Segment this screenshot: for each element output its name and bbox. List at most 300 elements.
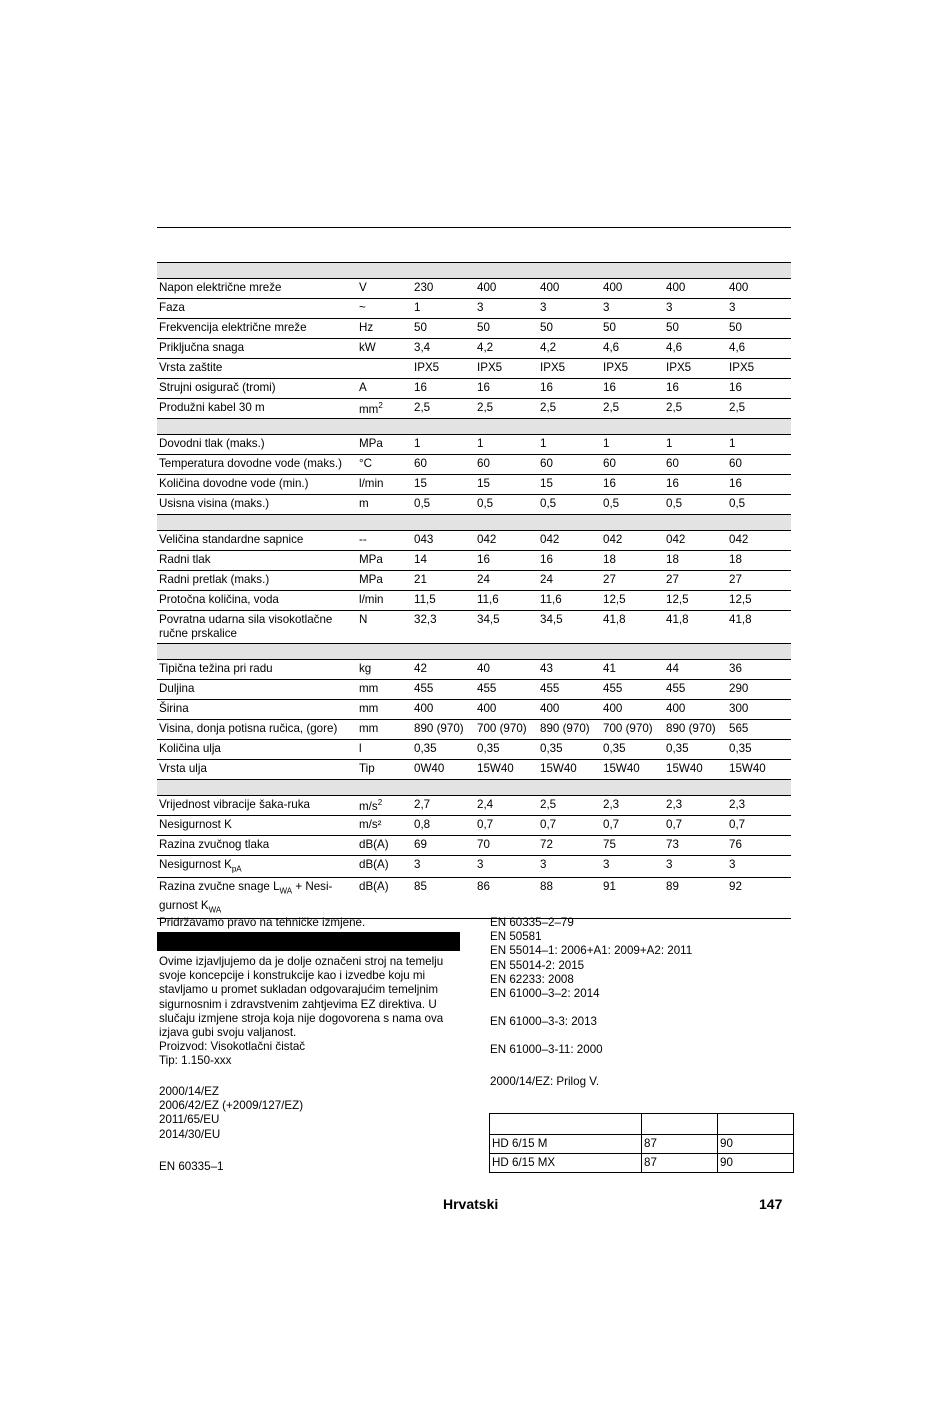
value-cell: 0,5 bbox=[412, 495, 475, 515]
label-text: Usisna visina (maks.) bbox=[159, 497, 270, 510]
value-cell: 50 bbox=[727, 319, 791, 339]
value-cell: 76 bbox=[727, 836, 791, 856]
table-row bbox=[157, 591, 791, 611]
table-row bbox=[157, 611, 791, 644]
value-cell: 0,7 bbox=[727, 816, 791, 836]
value-cell: 11,6 bbox=[538, 591, 601, 611]
value-cell: 400 bbox=[727, 279, 791, 299]
unit-text: kW bbox=[359, 341, 376, 354]
value-cell: 12,5 bbox=[664, 591, 727, 611]
value-cell: 400 bbox=[412, 700, 475, 720]
value-cell: 0,5 bbox=[475, 495, 538, 515]
table-row bbox=[157, 279, 791, 299]
standard-item: EN 55014-2: 2015 bbox=[490, 958, 585, 972]
value-cell: 455 bbox=[601, 680, 664, 700]
value-cell: 0,5 bbox=[538, 495, 601, 515]
model-cell: HD 6/15 MX bbox=[490, 1154, 642, 1173]
table-row bbox=[157, 531, 791, 551]
table-row bbox=[157, 435, 791, 455]
value-cell: 400 bbox=[538, 700, 601, 720]
row-label bbox=[157, 379, 357, 399]
row-label bbox=[157, 359, 357, 379]
value-cell: 16 bbox=[412, 379, 475, 399]
value-cell: 11,5 bbox=[412, 591, 475, 611]
value-cell: 2,5 bbox=[475, 399, 538, 419]
label-text: Frekvencija električne mreže bbox=[159, 321, 307, 334]
directives-list bbox=[159, 1085, 303, 1142]
value-cell: 2,5 bbox=[412, 399, 475, 419]
directive-item: 2006/42/EZ (+2009/127/EZ) bbox=[159, 1099, 304, 1113]
row-label bbox=[157, 836, 357, 856]
label-text: Veličina standardne sapnice bbox=[159, 533, 304, 546]
label-text: Količina dovodne vode (min.) bbox=[159, 477, 309, 490]
value-cell: 043 bbox=[412, 531, 475, 551]
value-cell: 12,5 bbox=[601, 591, 664, 611]
value-cell: 0,5 bbox=[664, 495, 727, 515]
value-cell: 11,6 bbox=[475, 591, 538, 611]
value-cell: 15 bbox=[475, 475, 538, 495]
unit-text: A bbox=[359, 381, 367, 394]
value-cell: 27 bbox=[727, 571, 791, 591]
value-cell: 60 bbox=[601, 455, 664, 475]
value-cell: 44 bbox=[664, 660, 727, 680]
table-row bbox=[157, 571, 791, 591]
section-header-cell bbox=[157, 780, 791, 796]
value-cell: 1 bbox=[412, 435, 475, 455]
value-cell: 2,5 bbox=[538, 399, 601, 419]
value-cell: 24 bbox=[538, 571, 601, 591]
unit-text: kg bbox=[359, 662, 372, 675]
label-text: Protočna količina, voda bbox=[159, 593, 279, 606]
table-row bbox=[157, 836, 791, 856]
value-cell: 16 bbox=[538, 551, 601, 571]
value-cell: 2,4 bbox=[475, 796, 538, 816]
value-cell: 042 bbox=[601, 531, 664, 551]
declaration-text-block bbox=[159, 955, 459, 1069]
value-cell: 2,7 bbox=[412, 796, 475, 816]
label-text: Duljina bbox=[159, 682, 195, 695]
value-cell: 60 bbox=[727, 455, 791, 475]
value-cell: 2,5 bbox=[727, 399, 791, 419]
unit-cell bbox=[357, 495, 412, 515]
unit-cell bbox=[357, 760, 412, 780]
row-label bbox=[157, 455, 357, 475]
value-cell: 3 bbox=[727, 856, 791, 878]
label-text: Vrsta zaštite bbox=[159, 361, 223, 374]
value-cell: 2,3 bbox=[601, 796, 664, 816]
unit-text: mm bbox=[359, 682, 379, 695]
row-label bbox=[157, 279, 357, 299]
value-cell: 15W40 bbox=[664, 760, 727, 780]
value-cell: IPX5 bbox=[727, 359, 791, 379]
row-label bbox=[157, 816, 357, 836]
value-cell: 16 bbox=[601, 475, 664, 495]
value-cell: 700 (970) bbox=[601, 720, 664, 740]
unit-cell bbox=[357, 816, 412, 836]
value-cell: 0,35 bbox=[538, 740, 601, 760]
section-header-row bbox=[157, 515, 791, 531]
unit-cell bbox=[357, 319, 412, 339]
value-cell: 60 bbox=[664, 455, 727, 475]
value-cell: 0,5 bbox=[727, 495, 791, 515]
value-cell: 455 bbox=[538, 680, 601, 700]
value-cell: 1 bbox=[601, 435, 664, 455]
value-cell: 3 bbox=[412, 856, 475, 878]
row-label bbox=[157, 571, 357, 591]
value-cell: 41,8 bbox=[664, 611, 727, 644]
header-cell bbox=[718, 1114, 794, 1135]
value-cell: 400 bbox=[475, 700, 538, 720]
value-cell: 3 bbox=[475, 299, 538, 319]
value-cell: 18 bbox=[664, 551, 727, 571]
technical-changes-note: Pridržavamo pravo na tehničke izmjene. bbox=[159, 916, 366, 929]
label-text: Količina ulja bbox=[159, 742, 221, 755]
row-label bbox=[157, 591, 357, 611]
row-label bbox=[157, 399, 357, 419]
unit-cell bbox=[357, 591, 412, 611]
value-cell: 400 bbox=[601, 279, 664, 299]
standard-item: EN 50581 bbox=[490, 930, 542, 944]
value-cell: 85 bbox=[412, 878, 475, 919]
table-row bbox=[157, 455, 791, 475]
row-label bbox=[157, 700, 357, 720]
unit-cell bbox=[357, 379, 412, 399]
value-cell: 32,3 bbox=[412, 611, 475, 644]
value-cell: 0,35 bbox=[664, 740, 727, 760]
unit-text: MPa bbox=[359, 573, 383, 586]
header-cell bbox=[490, 1114, 642, 1135]
row-label bbox=[157, 720, 357, 740]
page-number: 147 bbox=[759, 1196, 783, 1212]
value-cell: 042 bbox=[538, 531, 601, 551]
value-cell: 16 bbox=[727, 379, 791, 399]
row-label bbox=[157, 299, 357, 319]
value-cell: 60 bbox=[412, 455, 475, 475]
top-rule bbox=[157, 227, 791, 228]
label-text: Visina, donja potisna ručica, (gore) bbox=[159, 722, 338, 735]
standard-item: EN 61000–3–2: 2014 bbox=[490, 987, 600, 1001]
unit-text: Tip bbox=[359, 762, 375, 775]
section-header-cell bbox=[157, 515, 791, 531]
unit-text: MPa bbox=[359, 437, 383, 450]
value-cell: 0,5 bbox=[601, 495, 664, 515]
row-label bbox=[157, 495, 357, 515]
table-row bbox=[157, 299, 791, 319]
value-cell: 4,6 bbox=[601, 339, 664, 359]
row-label bbox=[157, 796, 357, 816]
value-cell: 60 bbox=[538, 455, 601, 475]
value-cell: 15W40 bbox=[601, 760, 664, 780]
table-row bbox=[157, 359, 791, 379]
table-header-row bbox=[490, 1114, 794, 1135]
value-cell: 0,7 bbox=[664, 816, 727, 836]
unit-cell bbox=[357, 878, 412, 919]
value-cell: 1 bbox=[664, 435, 727, 455]
type-line: Tip: 1.150-xxx bbox=[159, 1054, 232, 1068]
unit-text: l bbox=[359, 742, 362, 755]
value-cell: 72 bbox=[538, 836, 601, 856]
label-text: Temperatura dovodne vode (maks.) bbox=[159, 457, 343, 470]
value-cell: 3 bbox=[601, 299, 664, 319]
label-text: Širina bbox=[159, 702, 189, 715]
value-cell: IPX5 bbox=[475, 359, 538, 379]
value-cell: 27 bbox=[601, 571, 664, 591]
value-cell: 40 bbox=[475, 660, 538, 680]
unit-text: l/min bbox=[359, 477, 384, 490]
unit-cell bbox=[357, 660, 412, 680]
table-row bbox=[157, 551, 791, 571]
value-cell: 50 bbox=[412, 319, 475, 339]
label-text: Strujni osigurač (tromi) bbox=[159, 381, 276, 394]
standards-list bbox=[490, 916, 692, 1072]
unit-text: l/min bbox=[359, 593, 384, 606]
value-cell: 0,35 bbox=[475, 740, 538, 760]
section-header-cell bbox=[157, 263, 791, 279]
label-text: Priključna snaga bbox=[159, 341, 245, 354]
sound-power-table bbox=[489, 1113, 794, 1173]
table-row bbox=[157, 680, 791, 700]
value-cell: 400 bbox=[475, 279, 538, 299]
value-cell: 60 bbox=[475, 455, 538, 475]
row-label bbox=[157, 680, 357, 700]
table-row bbox=[157, 816, 791, 836]
table-row bbox=[157, 495, 791, 515]
table-row bbox=[157, 700, 791, 720]
label-text: Faza bbox=[159, 301, 185, 314]
table-row bbox=[490, 1135, 794, 1154]
value-cell: 0,8 bbox=[412, 816, 475, 836]
unit-cell bbox=[357, 720, 412, 740]
value-cell: 300 bbox=[727, 700, 791, 720]
section-header-row bbox=[157, 644, 791, 660]
unit-text: dB(A) bbox=[359, 880, 389, 894]
label-text: Vrsta ulja bbox=[159, 762, 207, 775]
value-cell: 400 bbox=[664, 279, 727, 299]
unit-text: MPa bbox=[359, 553, 383, 566]
value-cell: 400 bbox=[664, 700, 727, 720]
unit-cell bbox=[357, 700, 412, 720]
value-cell: 34,5 bbox=[538, 611, 601, 644]
label-text: Radni tlak bbox=[159, 553, 211, 566]
value-cell: 0,35 bbox=[727, 740, 791, 760]
row-label bbox=[157, 856, 357, 878]
unit-text: mm bbox=[359, 402, 379, 416]
unit-text: Hz bbox=[359, 321, 374, 334]
value-cell: IPX5 bbox=[601, 359, 664, 379]
left-standard: EN 60335–1 bbox=[159, 1160, 224, 1173]
unit-cell bbox=[357, 399, 412, 419]
value-cell: IPX5 bbox=[538, 359, 601, 379]
unit-text: ~ bbox=[359, 301, 366, 314]
value-cell: 16 bbox=[727, 475, 791, 495]
value-cell: 89 bbox=[664, 878, 727, 919]
unit-cell bbox=[357, 279, 412, 299]
value-cell: 86 bbox=[475, 878, 538, 919]
value-cell: 75 bbox=[601, 836, 664, 856]
label-subscript: WA bbox=[208, 904, 222, 914]
row-label bbox=[157, 435, 357, 455]
value-cell: 18 bbox=[727, 551, 791, 571]
unit-cell bbox=[357, 531, 412, 551]
row-label bbox=[157, 660, 357, 680]
table-row bbox=[490, 1154, 794, 1173]
value-cell: 4,2 bbox=[475, 339, 538, 359]
value-cell: 1 bbox=[412, 299, 475, 319]
unit-cell bbox=[357, 551, 412, 571]
label-text: Dovodni tlak (maks.) bbox=[159, 437, 265, 450]
label-subscript: WA bbox=[279, 886, 293, 896]
value-cell: 41,8 bbox=[727, 611, 791, 644]
table-row bbox=[157, 796, 791, 816]
value-cell: 0,7 bbox=[475, 816, 538, 836]
unit-text: m/s bbox=[359, 799, 378, 813]
unit-cell bbox=[357, 571, 412, 591]
value-cell: 565 bbox=[727, 720, 791, 740]
row-label bbox=[157, 611, 357, 644]
value-cell: 15W40 bbox=[727, 760, 791, 780]
value-cell: 24 bbox=[475, 571, 538, 591]
value-cell: 455 bbox=[664, 680, 727, 700]
value-cell: 92 bbox=[727, 878, 791, 919]
value-cell: 27 bbox=[664, 571, 727, 591]
table-row bbox=[157, 379, 791, 399]
row-label bbox=[157, 339, 357, 359]
value-cell: 15 bbox=[412, 475, 475, 495]
label-text: Nesigurnost K bbox=[159, 858, 232, 871]
table-row bbox=[157, 319, 791, 339]
value-cell: 15 bbox=[538, 475, 601, 495]
unit-cell bbox=[357, 836, 412, 856]
label-text: Razina zvučnog tlaka bbox=[159, 838, 270, 851]
directive-item: 2011/65/EU bbox=[159, 1113, 220, 1127]
value-cell: 16 bbox=[475, 551, 538, 571]
section-header-cell bbox=[157, 419, 791, 435]
declaration-heading-bar bbox=[157, 932, 460, 951]
value-cell: 2,3 bbox=[727, 796, 791, 816]
value-cell: 42 bbox=[412, 660, 475, 680]
directive-item: 2000/14/EZ bbox=[159, 1085, 219, 1098]
unit-text: dB(A) bbox=[359, 838, 389, 851]
value-cell: 43 bbox=[538, 660, 601, 680]
value-cell: 3 bbox=[475, 856, 538, 878]
value-cell: 0,7 bbox=[601, 816, 664, 836]
value-cell: 50 bbox=[538, 319, 601, 339]
value-cell: 41 bbox=[601, 660, 664, 680]
value-cell: 0W40 bbox=[412, 760, 475, 780]
value-cell: 4,6 bbox=[664, 339, 727, 359]
value-cell: 69 bbox=[412, 836, 475, 856]
value-cell: 70 bbox=[475, 836, 538, 856]
label-subscript: pA bbox=[231, 864, 242, 874]
unit-text: m/s² bbox=[359, 818, 382, 831]
value-cell: 400 bbox=[538, 279, 601, 299]
value-cell: 16 bbox=[601, 379, 664, 399]
row-label bbox=[157, 319, 357, 339]
unit-text: mm bbox=[359, 722, 379, 735]
table-row bbox=[157, 339, 791, 359]
value-cell: 290 bbox=[727, 680, 791, 700]
value-cell: 90 bbox=[718, 1135, 794, 1154]
value-cell: 0,35 bbox=[601, 740, 664, 760]
value-cell: 18 bbox=[601, 551, 664, 571]
value-cell: 1 bbox=[475, 435, 538, 455]
label-text-tail: + Nesi-gurnost K bbox=[159, 880, 333, 912]
value-cell: 88 bbox=[538, 878, 601, 919]
directive-item: 2014/30/EU bbox=[159, 1127, 221, 1141]
value-cell: 16 bbox=[664, 379, 727, 399]
footer-language: Hrvatski bbox=[443, 1196, 499, 1212]
value-cell: 3 bbox=[664, 299, 727, 319]
row-label bbox=[157, 760, 357, 780]
unit-superscript: 2 bbox=[377, 798, 383, 807]
value-cell: 41,8 bbox=[601, 611, 664, 644]
product-line: Proizvod: Visokotlačni čistač bbox=[159, 1040, 306, 1054]
table-row bbox=[157, 660, 791, 680]
value-cell: 455 bbox=[475, 680, 538, 700]
value-cell: 4,2 bbox=[538, 339, 601, 359]
value-cell: 16 bbox=[664, 475, 727, 495]
unit-text: °C bbox=[359, 457, 373, 470]
unit-cell bbox=[357, 680, 412, 700]
value-cell: 890 (970) bbox=[664, 720, 727, 740]
unit-cell bbox=[357, 299, 412, 319]
label-text: Povratna udarna sila visokotlačne ručne prskalice bbox=[159, 613, 333, 640]
unit-text: V bbox=[359, 281, 367, 294]
label-text: Nesigurnost K bbox=[159, 818, 232, 831]
standard-item: EN 62233: 2008 bbox=[490, 972, 574, 986]
value-cell: 14 bbox=[412, 551, 475, 571]
table-row bbox=[157, 856, 791, 878]
value-cell: IPX5 bbox=[412, 359, 475, 379]
value-cell: 455 bbox=[412, 680, 475, 700]
row-label bbox=[157, 475, 357, 495]
value-cell: 2,5 bbox=[538, 796, 601, 816]
value-cell: 15W40 bbox=[538, 760, 601, 780]
unit-superscript: 2 bbox=[378, 401, 383, 410]
unit-text: dB(A) bbox=[359, 858, 389, 871]
value-cell: 1 bbox=[727, 435, 791, 455]
unit-text: N bbox=[359, 613, 368, 626]
unit-cell bbox=[357, 796, 412, 816]
unit-cell bbox=[357, 856, 412, 878]
value-cell: 042 bbox=[727, 531, 791, 551]
value-cell: 87 bbox=[642, 1135, 718, 1154]
value-cell: 36 bbox=[727, 660, 791, 680]
declaration-text: Ovime izjavljujemo da je dolje označeni stroj na temelju svoje koncepcije i konstrukcije kao i izvedbe koju mi stavljamo u promet sukladan odgovarajućim temeljnim sigurnosnim i zdravstvenim zahtjevima EZ direktiva. U slučaju izmjene stroja koja nije dogovorena s nama ova izjava gubi svoju valjanost. bbox=[159, 955, 444, 1040]
directive-annex: 2000/14/EZ: Prilog V. bbox=[490, 1075, 600, 1088]
value-cell: 3 bbox=[727, 299, 791, 319]
section-header-row bbox=[157, 419, 791, 435]
value-cell: 87 bbox=[642, 1154, 718, 1173]
unit-text: m bbox=[359, 497, 369, 510]
value-cell: 3,4 bbox=[412, 339, 475, 359]
value-cell: 3 bbox=[538, 856, 601, 878]
unit-text: -- bbox=[359, 533, 367, 546]
value-cell: 90 bbox=[718, 1154, 794, 1173]
label-text: Napon električne mreže bbox=[159, 281, 282, 294]
standard-item: EN 55014–1: 2006+A1: 2009+A2: 2011 bbox=[490, 944, 693, 958]
value-cell: 4,6 bbox=[727, 339, 791, 359]
label-text: Radni pretlak (maks.) bbox=[159, 573, 270, 586]
value-cell: 400 bbox=[601, 700, 664, 720]
table-row bbox=[157, 878, 791, 919]
value-cell: 042 bbox=[664, 531, 727, 551]
table-row bbox=[157, 760, 791, 780]
value-cell: 2,3 bbox=[664, 796, 727, 816]
value-cell: 3 bbox=[601, 856, 664, 878]
table-row bbox=[157, 740, 791, 760]
standard-item: EN 61000–3-11: 2000 bbox=[490, 1043, 603, 1057]
